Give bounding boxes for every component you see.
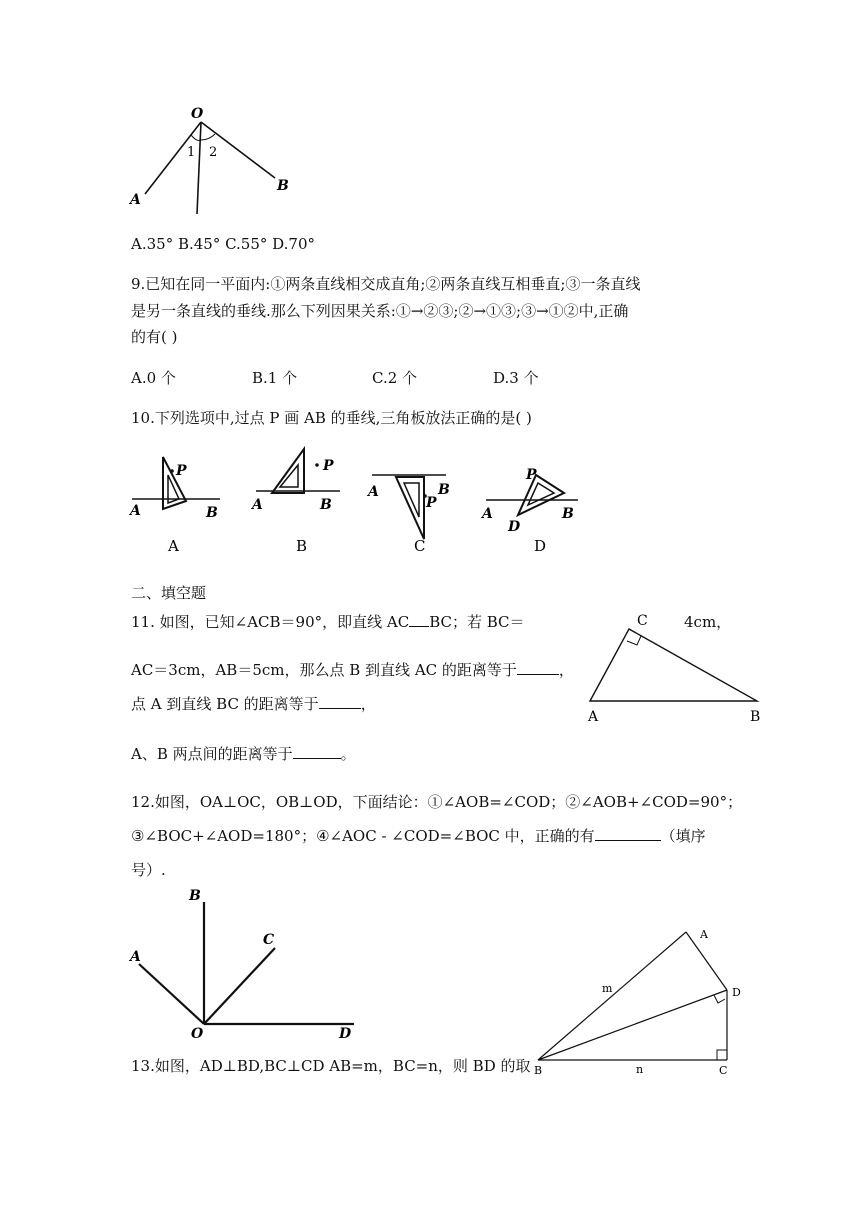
q12-line2-a: ③∠BOC+∠AOD=180°；④∠AOC - ∠COD=∠BOC 中，正确的有 — [131, 827, 595, 845]
q10-fig-d-d: D — [508, 519, 521, 535]
q12-label-a: A — [130, 949, 141, 965]
q10-fig-a-a: A — [130, 503, 141, 519]
q9-line3: 的有( ) — [131, 328, 178, 346]
q11-blank-3 — [319, 694, 361, 709]
q9-line2: 是另一条直线的垂线.那么下列因果关系:①→②③;②→①③;③→①②中,正确 — [131, 302, 629, 320]
q10-fig-a-b: B — [206, 505, 218, 521]
q11-line3-text: 点 A 到直线 BC 的距离等于 — [131, 695, 319, 713]
q10-fig-c-caption: C — [414, 537, 426, 555]
q10-fig-a — [128, 457, 220, 555]
q10-fig-d-caption: D — [534, 537, 547, 555]
q10-fig-d-b: B — [562, 506, 574, 522]
q13-line1: 13.如图，AD⊥BD,BC⊥CD AB=m，BC=n，则 BD 的取 — [131, 1057, 531, 1075]
q11-line2-text: AC＝3cm，AB＝5cm，那么点 B 到直线 AC 的距离等于 — [131, 661, 517, 679]
q9-line1: 9.已知在同一平面内:①两条直线相交成直角;②两条直线互相垂直;③一条直线 — [131, 275, 641, 293]
q11-line2 — [131, 660, 574, 680]
q13-label-c: C — [719, 1064, 728, 1077]
q11-line4-end: 。 — [340, 745, 356, 763]
q8-options: A.35° B.45° C.55° D.70° — [131, 235, 316, 253]
q9-option-d: D.3 个 — [493, 369, 539, 387]
q8-label-a: A — [130, 192, 141, 208]
q13-label-d: D — [732, 986, 741, 999]
q11-line1-c: 4cm， — [684, 613, 732, 631]
q9-option-c: C.2 个 — [372, 369, 418, 387]
q8-label-o: O — [191, 106, 204, 122]
q10-fig-c-p: P — [426, 495, 437, 511]
q10-figures — [128, 445, 588, 560]
q10-fig-c-a: A — [368, 484, 379, 500]
q10-stem: 10.下列选项中,过点 P 画 AB 的垂线,三角板放法正确的是( ) — [131, 409, 532, 427]
q10-fig-c-b: B — [438, 482, 450, 498]
q13-label-n: n — [636, 1063, 644, 1076]
q12-line2 — [131, 826, 706, 846]
q11-line1-a: 11. 如图，已知∠ACB＝90°，即直线 AC — [131, 613, 410, 631]
q11-triangle-figure — [580, 610, 770, 725]
q10-fig-c — [366, 475, 450, 555]
q10-fig-a-caption: A — [168, 537, 179, 555]
q10-fig-b-p: P — [323, 458, 334, 474]
q10-fig-b-b: B — [320, 497, 332, 513]
q8-angle-figure — [125, 100, 305, 220]
q12-label-b: B — [189, 888, 201, 904]
q13-label-a: A — [700, 928, 708, 941]
q8-label-1: 1 — [187, 145, 196, 160]
q12-label-c: C — [263, 932, 275, 948]
q9-option-b: B.1 个 — [252, 369, 298, 387]
q11-line1 — [131, 612, 525, 632]
q11-blank-2 — [517, 660, 559, 675]
q12-line1: 12.如图，OA⊥OC，OB⊥OD，下面结论：①∠AOB=∠COD；②∠AOB+∠COD=90°； — [131, 793, 743, 811]
q12-label-o: O — [191, 1026, 204, 1042]
q12-angle-figure — [125, 885, 365, 1045]
section-title: 二、填空题 — [131, 584, 207, 602]
q11-label-b: B — [750, 709, 761, 725]
q11-line4-text: A、B 两点间的距离等于 — [131, 745, 293, 763]
q11-label-a: A — [588, 709, 599, 725]
q8-label-2: 2 — [209, 145, 218, 160]
q10-fig-d-p: P — [526, 467, 537, 483]
q10-fig-a-p: P — [176, 463, 187, 479]
q10-fig-d — [480, 467, 578, 555]
q10-fig-b-caption: B — [296, 537, 308, 555]
q9-option-a: A.0 个 — [131, 369, 176, 387]
q13-label-b: B — [534, 1064, 543, 1077]
q8-label-b: B — [277, 178, 289, 194]
q11-label-c: C — [637, 613, 648, 629]
q11-blank-1 — [409, 612, 429, 627]
q11-line2-end: ， — [558, 661, 574, 679]
q12-blank — [595, 826, 661, 841]
q10-fig-b-a: A — [252, 497, 263, 513]
q12-line2-b: （填序 — [660, 827, 706, 845]
q11-line3-end: ， — [360, 695, 376, 713]
q13-figure — [528, 922, 753, 1082]
q10-fig-d-a: A — [482, 506, 493, 522]
q11-blank-4 — [293, 744, 341, 759]
q11-line1-b: BC；若 BC＝ — [429, 613, 525, 631]
q11-line4 — [131, 744, 356, 764]
q12-line3: 号）. — [131, 861, 166, 879]
q11-line3 — [131, 694, 376, 714]
q13-label-m: m — [602, 982, 613, 995]
q10-fig-b — [250, 449, 340, 555]
q12-label-d: D — [339, 1026, 352, 1042]
